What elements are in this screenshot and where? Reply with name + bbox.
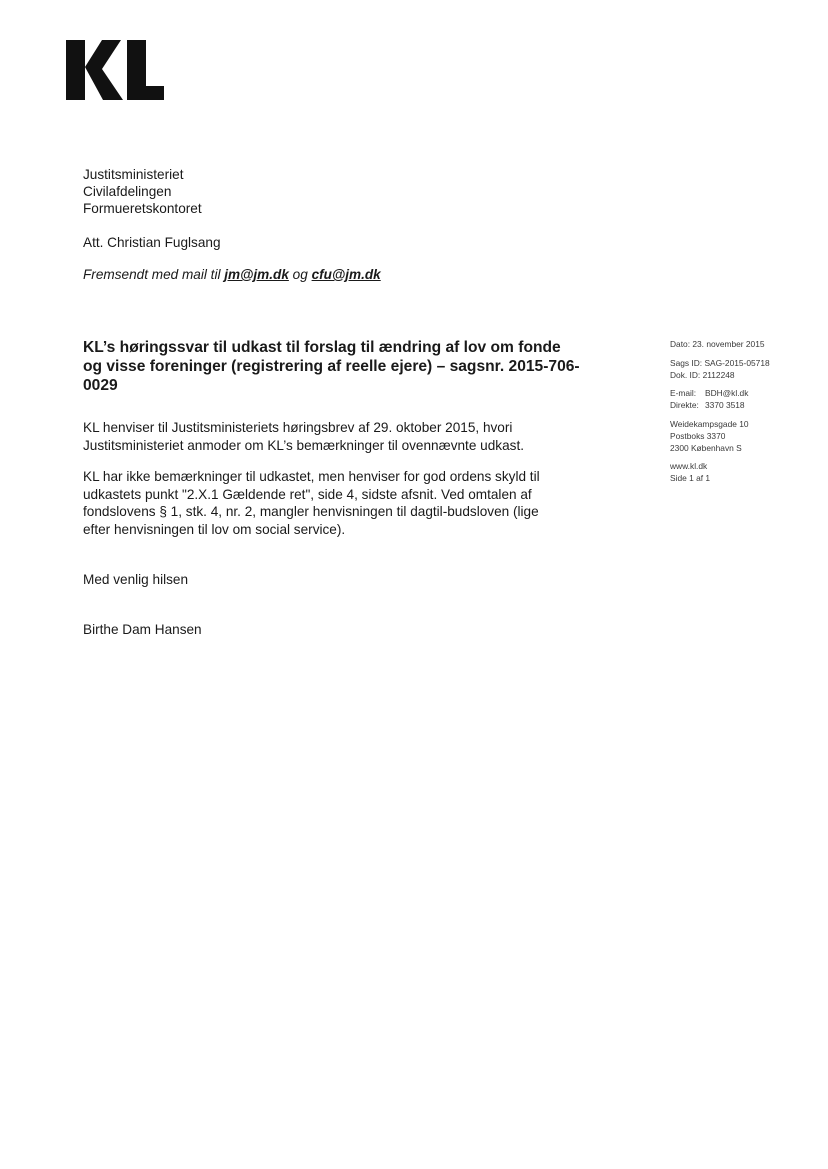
email-value[interactable]: BDH@kl.dk bbox=[705, 388, 749, 399]
signature-name: Birthe Dam Hansen bbox=[83, 622, 202, 637]
date-line: Dato: 23. november 2015 bbox=[670, 339, 765, 349]
direct-label: Direkte: bbox=[670, 400, 699, 411]
page-indicator: Side 1 af 1 bbox=[670, 473, 711, 484]
email-link-jm[interactable]: jm@jm.dk bbox=[224, 267, 289, 282]
sent-prefix: Fremsendt med mail til bbox=[83, 267, 221, 282]
body-paragraph-1: KL henviser til Justitsministeriets høringsbrev af 29. oktober 2015, hvori Justitsministeriet anmoder om KL’s bemærkninger til ovennævnte udkast. bbox=[83, 420, 524, 453]
web-group bbox=[670, 461, 770, 485]
doc-id-line: Dok. ID: 2112248 bbox=[670, 369, 735, 380]
date-group bbox=[670, 339, 770, 351]
letter-subject: KL’s høringssvar til udkast til forslag til ændring af lov om fonde og visse foreninger (registrering af reelle ejere) – sagsnr. 2015-706-0029 bbox=[83, 339, 580, 394]
address-line: Postboks 3370 bbox=[670, 430, 726, 441]
closing: Med venlig hilsen bbox=[83, 572, 189, 587]
email-line bbox=[670, 388, 770, 400]
addressee-line: Formueretskontoret bbox=[83, 201, 202, 216]
address-line: 2300 København S bbox=[670, 442, 742, 453]
kl-logo-mark bbox=[66, 40, 164, 100]
attention-line: Att. Christian Fuglsang bbox=[83, 235, 221, 250]
body-paragraph-2: KL har ikke bemærkninger til udkastet, men henviser for god ordens skyld til udkastets punkt "2.X.1 Gældende ret", side 4, sidste afsnit. Ved omtalen af fondslovens § 1, stk. 4, nr. 2, mangler henvisningen til dagtil-budsloven (lige efter henvisningen til lov om social service). bbox=[83, 469, 540, 537]
address-line: Weidekampsgade 10 bbox=[670, 418, 749, 429]
kl-logo bbox=[66, 40, 164, 100]
direct-value: 3370 3518 bbox=[705, 400, 745, 411]
sent-by-mail-line bbox=[83, 266, 381, 283]
ids-group bbox=[670, 358, 770, 382]
address-group bbox=[670, 419, 770, 454]
email-label: E-mail: bbox=[670, 388, 697, 399]
website-link[interactable]: www.kl.dk bbox=[670, 461, 708, 472]
addressee-line: Justitsministeriet bbox=[83, 167, 184, 182]
metadata-sidebar bbox=[670, 339, 770, 492]
addressee-line: Civilafdelingen bbox=[83, 184, 172, 199]
case-id-line: Sags ID: SAG-2015-05718 bbox=[670, 357, 770, 368]
addressee-block bbox=[83, 166, 202, 217]
sent-connector: og bbox=[292, 267, 308, 282]
email-link-cfu[interactable]: cfu@jm.dk bbox=[311, 267, 381, 282]
direct-phone-line bbox=[670, 400, 770, 412]
contact-group bbox=[670, 388, 770, 412]
